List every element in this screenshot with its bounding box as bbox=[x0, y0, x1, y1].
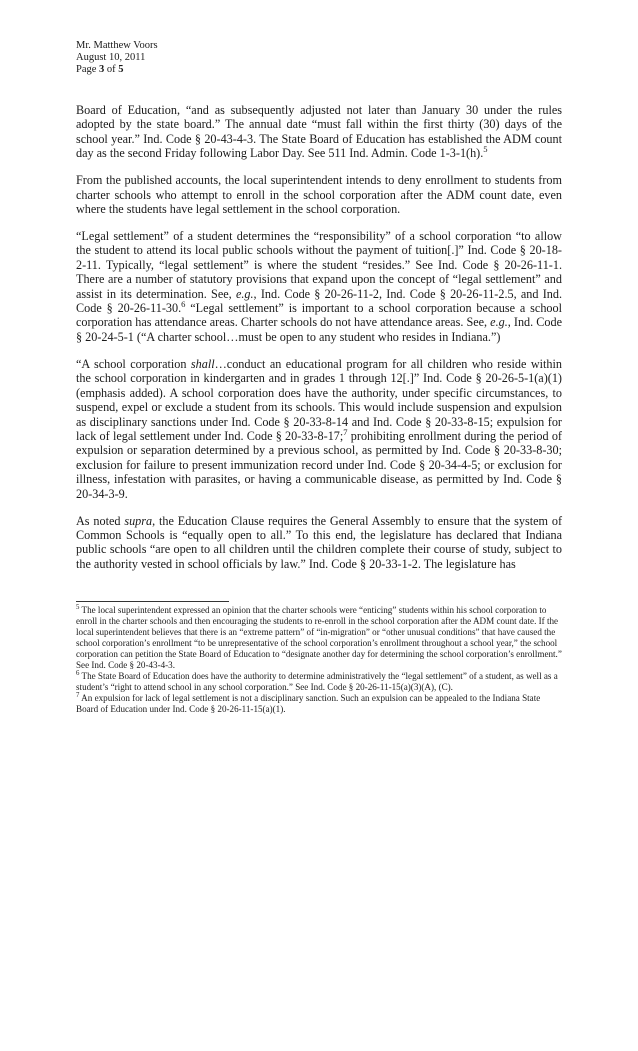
page-sep: of bbox=[104, 64, 119, 75]
page-prefix: Page bbox=[76, 64, 100, 75]
footnote-ref-6: 6 bbox=[181, 299, 186, 309]
letter-header bbox=[76, 40, 158, 76]
footnote-number: 6 bbox=[76, 669, 80, 677]
footnote-number: 5 bbox=[76, 603, 80, 611]
footnote-6 bbox=[76, 671, 562, 693]
page-total: 5 bbox=[118, 64, 124, 75]
recipient-name: Mr. Matthew Voors bbox=[76, 40, 158, 51]
letter-body bbox=[76, 103, 562, 571]
footnotes-section bbox=[76, 605, 562, 715]
footnote-7 bbox=[76, 693, 562, 715]
footnote-text: The local superintendent expressed an opinion that the charter schools were “enticing” students within his school corporation to enroll in the charter schools and then encouraging the students to re-enroll in the school corporation after the ADM count date. If the local superintendent believes that there is an “extreme pattern” of “in-migration” or “other unusual conditions” that have caused the school corporation’s enrollment “to be unrepresentative of the school corporation’s enrollment throughout a school year,” the school corporation can petition the State Board of Education to “designate another day for determining the school corporation’s enrollment.” See Ind. Code § 20-43-4-3. bbox=[76, 605, 562, 670]
page-current: 3 bbox=[99, 64, 105, 75]
page-number bbox=[76, 64, 158, 76]
paragraph-adm-count-day: Board of Education, “and as subsequently adjusted not later than January 30 under the rules adopted by the state board.” The annual date “must fall within the first thirty (30) days of the school year.” Ind. Code § 20-43-4-3. The State Board of Education has established the ADM count day as the second Friday following Labor Day. See 511 Ind. Admin. Code 1-3-1(h).$^5$ bbox=[76, 103, 562, 161]
footnote-5 bbox=[76, 605, 562, 671]
footnote-text: The State Board of Education does have the authority to determine administratively the “legal settlement” of a student, as well as a student’s “right to attend school in any school corporation.” See Ind. Code § 20-26-11-15(a)(3)(A), (C). bbox=[76, 671, 558, 692]
paragraph-education-clause: As noted supra, the Education Clause requires the General Assembly to ensure that the system of Common Schools is “equally open to all.” To this end, the legislature has declared that Indiana public schools “are open to all children until the children complete their course of study, subject to the authority vested in school officials by law.” Ind. Code § 20-33-1-2. The legislature has bbox=[76, 513, 563, 571]
paragraph-legal-settlement: “Legal settlement” of a student determines the “responsibility” of a school corporation “to allow the student to attend its local public schools without the payment of tuition[.]” Ind. Code § 20-18-2-11. Typically, “legal settlement” is where the student “resides.” See Ind. Code § 20-26-11-1. There are a number of statutory provisions that expand upon the concept of “legal settlement” and assist in its determination. See, e.g., Ind. Code § 20-26-11-2, Ind. Code § 20-26-11-2.5, and Ind. Code § 20-26-11-30.$^6$ “Legal settlement” is important to a school corporation because a school corporation has attendance areas. Charter schools do not have attendance areas. See, e.g., Ind. Code § 20-24-5-1 (“A charter school…must be open to any student who resides in Indiana.”) bbox=[76, 229, 562, 344]
footnote-divider bbox=[76, 601, 229, 602]
footnote-text: An expulsion for lack of legal settlement is not a disciplinary sanction. Such an expulsion can be appealed to the Indiana State Board of Education under Ind. Code § 20-26-11-15(a)(1). bbox=[76, 693, 541, 714]
paragraph-superintendent-intent: From the published accounts, the local superintendent intends to deny enrollment to students from charter schools who attempt to enroll in the school corporation after the ADM count date, even where the students have legal settlement in the school corporation. bbox=[76, 173, 562, 217]
footnote-ref-5: 5 bbox=[483, 144, 488, 155]
letter-date: August 10, 2011 bbox=[76, 52, 146, 63]
footnote-number: 7 bbox=[76, 691, 80, 699]
footnote-ref-7: 7 bbox=[343, 426, 348, 437]
paragraph-educational-program: “A school corporation shall…conduct an educational program for all children who reside within the school corporation in kindergarten and in grades 1 through 12[.]” Ind. Code § 20-26-5-1(a)(1) (emphasis added). A school corporation does have the authority, under specific circumstances, to suspend, expel or exclude a student from its schools. This would include suspension and expulsion as disciplinary sanctions under Ind. Code § 20-33-8-14 and Ind. Code § 20-33-8-15; expulsion for lack of legal settlement under Ind. Code § 20-33-8-17;$^7$ prohibiting enrollment during the period of expulsion or separation determined by a previous school, as permitted by Ind. Code § 20-33-8-30; exclusion for failure to present immunization record under Ind. Code § 20-34-4-5; or exclusion for illness, infestation with parasites, or having a communicable disease, as permitted by Ind. Code § 20-34-3-9. bbox=[76, 356, 562, 501]
